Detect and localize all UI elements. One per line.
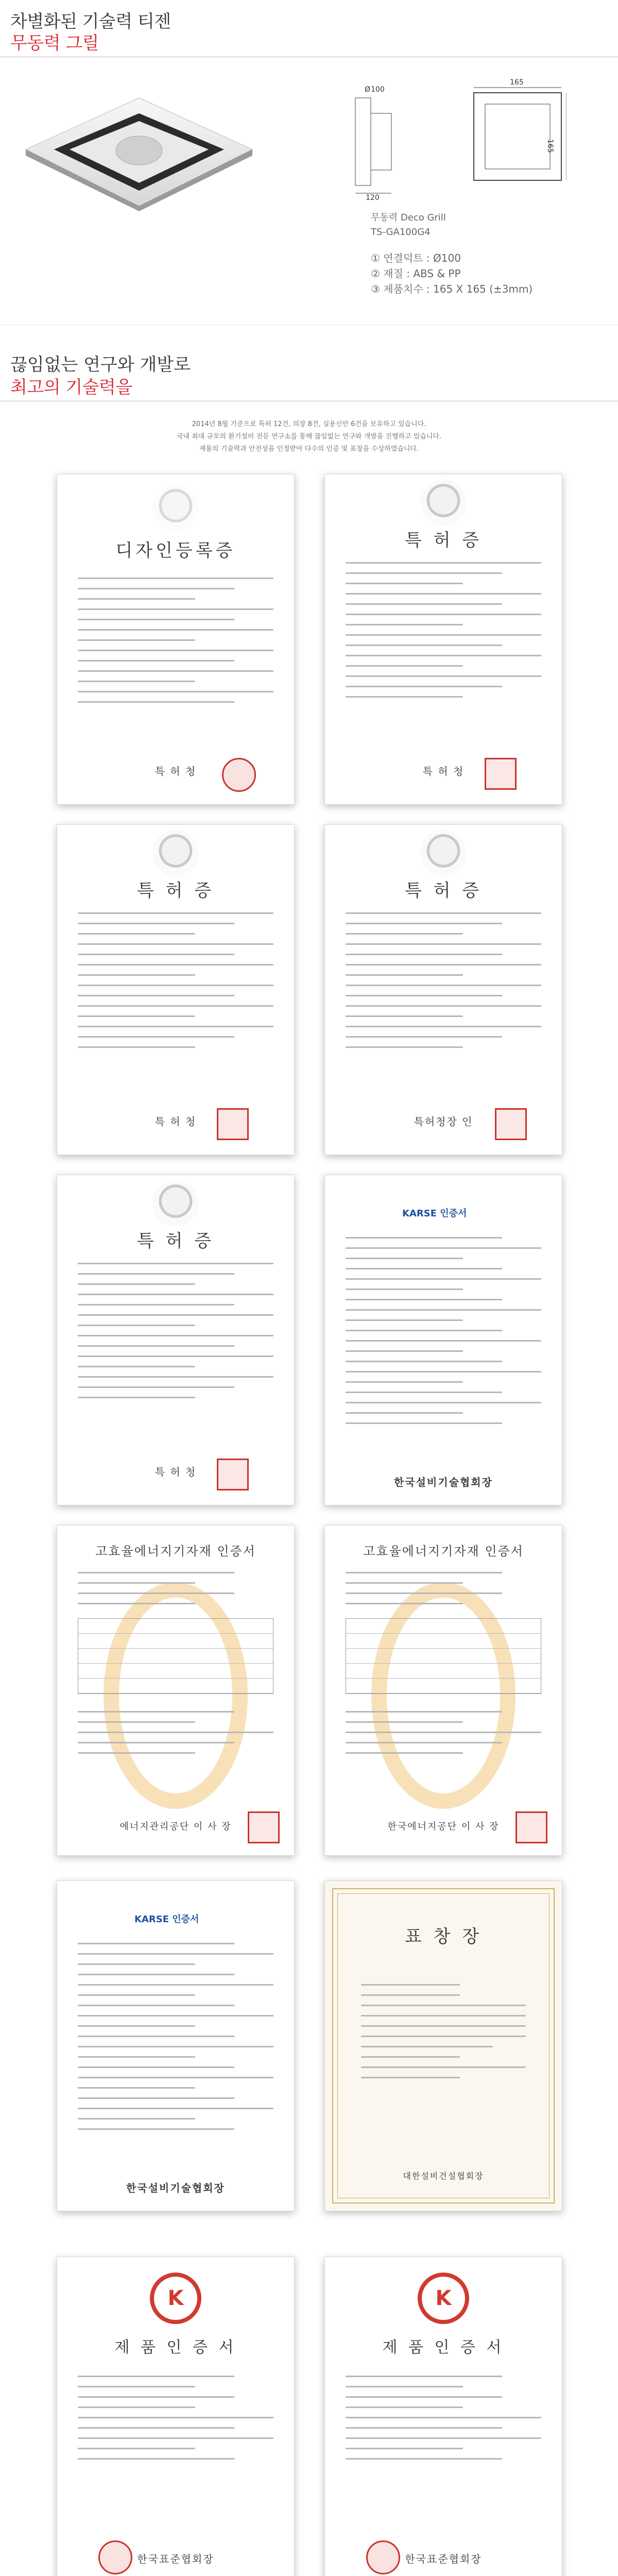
intro-title: 끊임없는 연구와 개발로 [10, 354, 191, 375]
certificate-design-registration [57, 474, 295, 805]
header-title: 차별화된 기술력 티젠 [10, 11, 171, 32]
intro-text [62, 418, 556, 455]
certificate-patent-1 [324, 474, 562, 805]
certificate-title: 제 품 인 증 서 [114, 2338, 237, 2357]
certificate-title: 고효율에너지기자재 인증서 [95, 1544, 256, 1558]
dim-dia-value: 100 [371, 86, 385, 94]
certificate-issuer: 에너지관리공단 이 사 장 [119, 1821, 232, 1832]
intro-line: 국내 최대 규모의 환기설비 전문 연구소를 통해 끊임없는 연구와 개발을 진행하고 있습니다. [176, 433, 442, 440]
certificate-title: 특 허 증 [404, 880, 483, 901]
certificate-commendation-1 [324, 1880, 562, 2211]
intro-line: 제품의 기술력과 안전성을 인정받아 다수의 인증 및 표창을 수상하였습니다. [199, 445, 419, 453]
seal-icon [217, 1459, 249, 1490]
seal-icon [217, 1108, 249, 1140]
certificate-title: KARSE 인증서 [134, 1914, 199, 1925]
certificate-efficiency-2 [324, 1525, 562, 1856]
emblem-icon [420, 480, 467, 526]
certificate-karse-2 [57, 1880, 295, 2211]
certificate-title: 특 허 증 [404, 530, 483, 551]
dim-width: 165 [510, 78, 524, 87]
dim-depth: 120 [366, 194, 380, 201]
certificate-title: 표 창 장 [404, 1926, 483, 1947]
certificate-title: KARSE 인증서 [402, 1208, 467, 1219]
product-model: TS-GA100G4 [371, 227, 431, 238]
intro-line: 2014년 8월 기준으로 특허 12건, 의장 8건, 실용신안 6건을 보유하고 있습니다. [192, 420, 426, 428]
spec-2: ② 재질 : ABS & PP [371, 267, 461, 280]
product-name: 무동력 Deco Grill [371, 212, 446, 223]
k-mark-icon: K [150, 2273, 201, 2324]
certificate-issuer: 한국에너지공단 이 사 장 [387, 1821, 500, 1832]
seal-icon [366, 2540, 400, 2574]
certificate-issuer: 한국표준협회장 [137, 2553, 214, 2565]
spec-3: ③ 제품치수 : 165 X 165 (±3mm) [371, 283, 533, 295]
certificate-issuer: 특 허 청 [154, 1466, 197, 1478]
emblem-icon [420, 830, 467, 876]
certificate-product-1 [57, 2257, 295, 2576]
emblem-icon [152, 485, 199, 531]
dim-height: 165 [546, 139, 554, 153]
product-drawing [350, 77, 566, 201]
seal-icon [495, 1108, 527, 1140]
seal-icon [222, 758, 256, 792]
certificate-patent-3 [324, 824, 562, 1155]
seal-icon [485, 758, 517, 790]
certificate-issuer: 대한설비건설협회장 [403, 2171, 484, 2181]
certificate-title: 특 허 증 [136, 1231, 215, 1251]
certificate-title: 고효율에너지기자재 인증서 [363, 1544, 524, 1558]
certificate-patent-2 [57, 824, 295, 1155]
emblem-icon [152, 1180, 199, 1227]
certificate-efficiency-1 [57, 1525, 295, 1856]
certificate-issuer: 특허청장 인 [414, 1115, 473, 1128]
certificate-karse-1 [324, 1175, 562, 1505]
certificate-issuer: 특 허 청 [154, 1115, 197, 1128]
seal-icon [98, 2540, 132, 2574]
certificate-title: 제 품 인 증 서 [382, 2338, 505, 2357]
header-subtitle: 무동력 그릴 [10, 33, 99, 54]
certificate-issuer: 한국설비기술협회장 [394, 1476, 493, 1488]
intro-subtitle: 최고의 기술력을 [10, 377, 132, 398]
spec-1: ① 연결덕트 : Ø100 [371, 252, 461, 264]
certificate-product-2 [324, 2257, 562, 2576]
certificate-issuer: 한국설비기술협회장 [126, 2182, 225, 2194]
certificate-issuer: 특 허 청 [422, 765, 465, 777]
watermark-icon [104, 1582, 248, 1809]
seal-icon [248, 1811, 280, 1843]
watermark-icon [371, 1582, 516, 1809]
certificate-patent-4 [57, 1175, 295, 1505]
dim-dia-label: Ø [365, 86, 371, 94]
seal-icon [516, 1811, 547, 1843]
certificate-title: 특 허 증 [136, 880, 215, 901]
emblem-icon [152, 830, 199, 876]
certificate-title: 디자인등록증 [115, 540, 236, 561]
certificate-issuer: 특 허 청 [154, 765, 197, 777]
k-mark-icon: K [418, 2273, 469, 2324]
grille-product-image [21, 93, 258, 211]
certificate-issuer: 한국표준협회장 [405, 2553, 482, 2565]
